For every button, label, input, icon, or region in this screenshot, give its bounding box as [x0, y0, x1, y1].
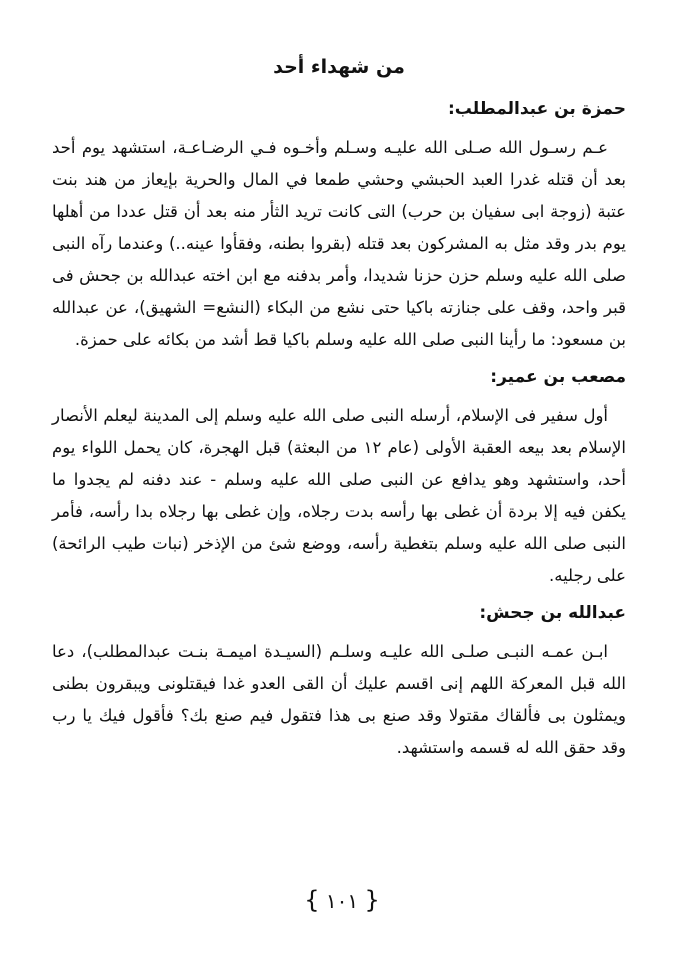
- page-number-close-brace: }: [304, 886, 320, 914]
- page-number-open-brace: {: [364, 886, 380, 914]
- page-number-value: ١٠١: [325, 889, 359, 913]
- section-heading-hamza: حمزة بن عبدالمطلب:: [447, 99, 626, 119]
- page-content: [52, 52, 626, 770]
- section-body-hamza: عـم رسـول الله صـلى الله عليـه وسـلم وأخـوه فـي الرضـاعـة، استشهد يوم أحد بعد أن قتله غدرا العبد الحبشي وحشي طمعا في المال والحرية بإيعاز من هند بنت عتبة (زوجة ابى سفيان بن حرب) التى كانت تريد الثأر منه بعد أن قتل عددا من أهلها يوم بدر وقد مثل به المشركون بعد قتله (بقروا بطنه، وفقأوا عينه..) وعندما رآه النبى صلى الله عليه وسلم حزن حزنا شديدا، وأمر بدفنه مع ابن اخته عبدالله بن جحش فى قبر واحد، وقف على جنازته باكيا حتى نشع من البكاء (النشع= الشهيق)، عن عبدالله بن مسعود: ما رأينا النبى صلى الله عليه وسلم باكيا قط أشد من بكائه على حمزة.: [52, 138, 626, 349]
- section-body-musab: أول سفير فى الإسلام، أرسله النبى صلى الله عليه وسلم إلى المدينة ليعلم الأنصار الإسلام بعد بيعه العقبة الأولى (عام ١٢ من البعثة) قبل الهجرة، كان يحمل اللواء يوم أحد، واستشهد وهو يدافع عن النبى صلى الله عليه وسلم - عند دفنه لم يجدوا ما يكفن فيه إلا بردة أن غطى بها رأسه بدت رجلاه، وإن غطى بها رجلاه بدا رأسه، فأمر النبى صلى الله عليه وسلم بتغطية رأسه، ووضع شئ من الإذخر (نبات طيب الرائحة) على رجليه.: [52, 406, 627, 585]
- page-title: من شهداء أحد: [273, 56, 405, 78]
- page-number: [0, 886, 684, 914]
- section-heading-musab: مصعب بن عمير:: [490, 367, 626, 387]
- section-heading-abdullah: عبدالله بن جحش:: [479, 603, 626, 623]
- section-body-abdullah: ابـن عمـه النبـى صلـى الله عليـه وسلـم (السيـدة اميمـة بنـت عبدالمطلب)، دعا الله قبل المعركة اللهم إنى اقسم عليك أن القى العدو غدا فيقتلونى ويبقرون بطنى ويمثلون بى فألقاك مقتولا وقد صنع بى هذا فتقول فيم صنع بك؟ فأقول فيك يا رب وقد حقق الله له قسمه واستشهد.: [52, 642, 626, 757]
